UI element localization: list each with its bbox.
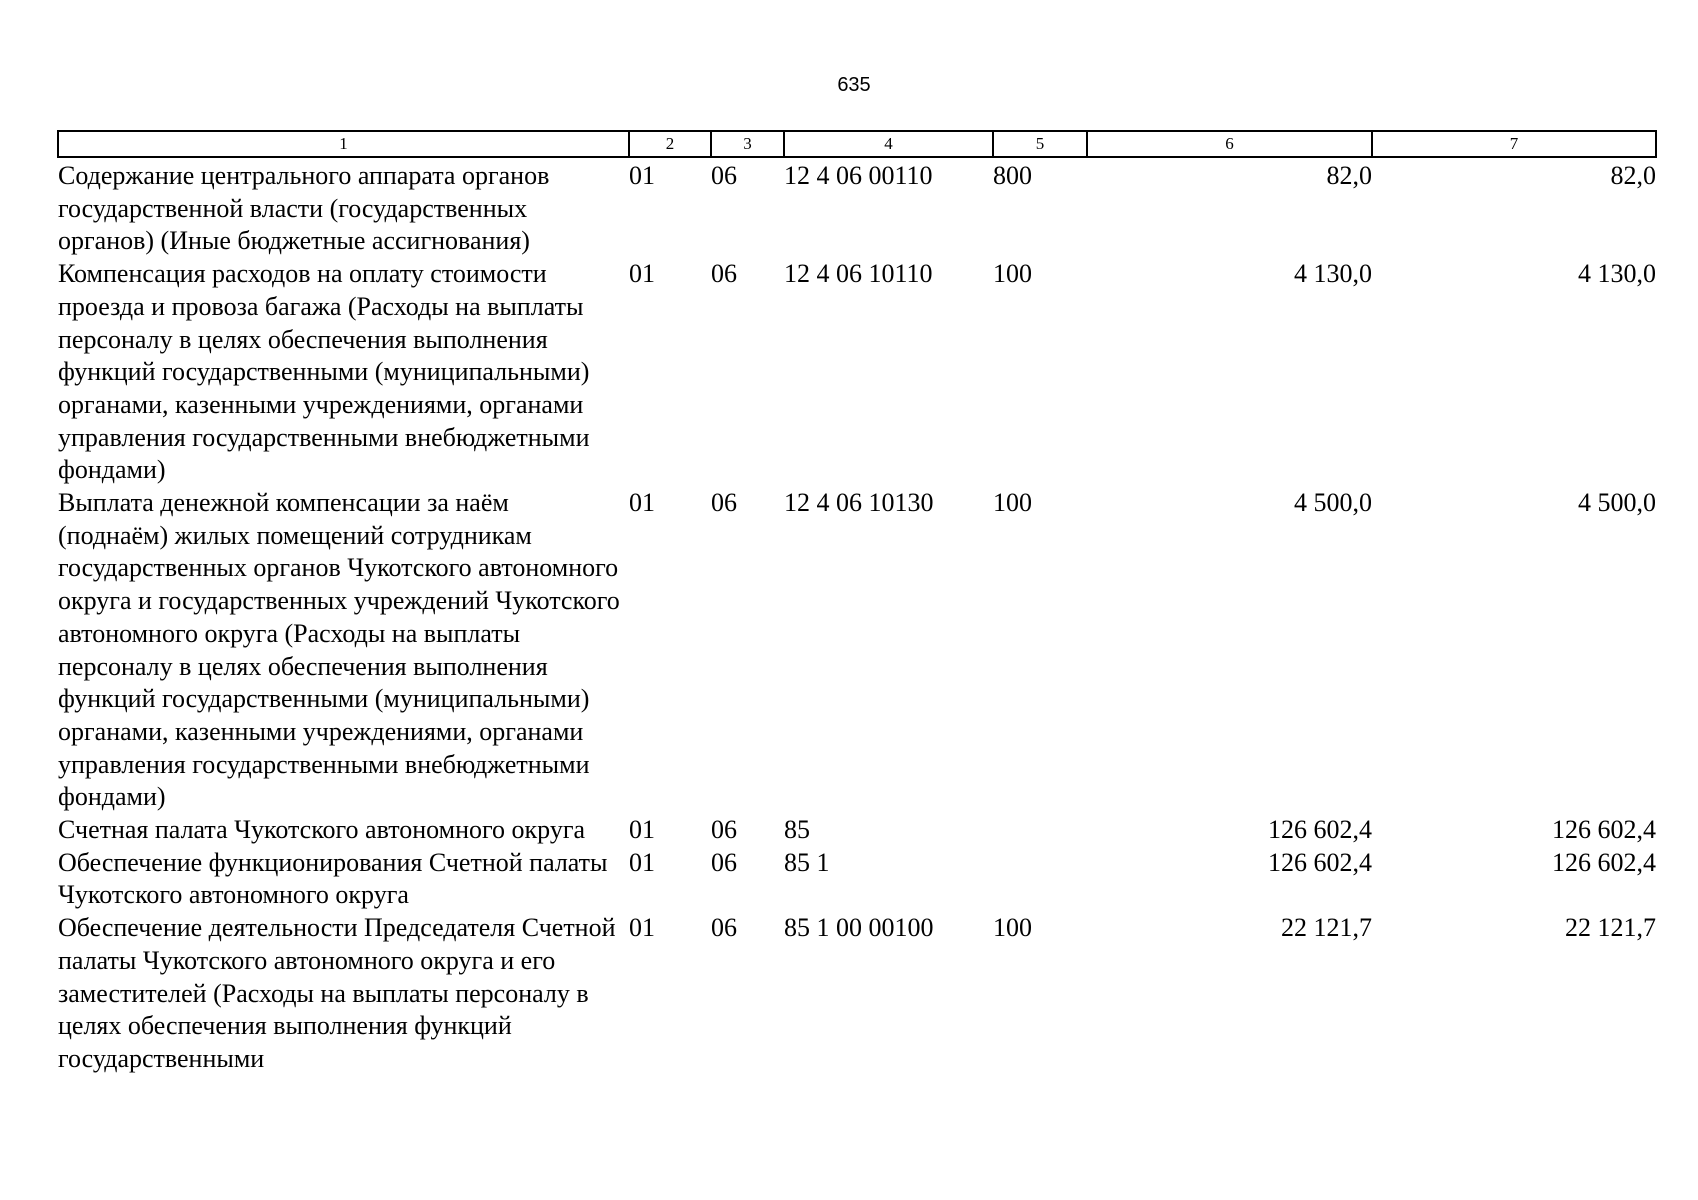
row-sum-col7: 126 602,4: [1552, 847, 1656, 877]
column-number-header: 1: [58, 131, 629, 157]
row-section-code: 01: [629, 913, 655, 943]
table-row: [58, 157, 1656, 258]
row-sum-col6: 22 121,7: [1281, 913, 1372, 943]
row-expense-type-code: [993, 847, 1087, 912]
row-sum-col6: 126 602,4: [1268, 847, 1372, 877]
table-row: [58, 487, 1656, 814]
table-row: [58, 912, 1656, 1076]
column-number-header: 2: [629, 131, 711, 157]
column-number-header: 7: [1372, 131, 1656, 157]
row-section-code: 01: [629, 161, 655, 190]
row-section-code: 01: [629, 259, 655, 289]
row-sum-col6: 82,0: [1326, 161, 1372, 190]
column-number-header: 3: [711, 131, 784, 157]
row-target-article-code: 85: [784, 815, 810, 845]
row-name: Компенсация расходов на оплату стоимости проезда и провоза багажа (Расходы на выплаты персоналу в целях обеспечения выполнения функций государственными (муниципальными) органами, казенными учреждениями, органами управления государственными внебюджетными фондами): [58, 259, 590, 485]
row-sum-col7: 22 121,7: [1565, 913, 1656, 943]
row-subsection-code: 06: [711, 913, 737, 943]
table-row: [58, 258, 1656, 487]
row-target-article-code: 85 1: [784, 847, 830, 877]
column-number-header: 5: [993, 131, 1087, 157]
row-sum-col7: 4 500,0: [1578, 488, 1656, 518]
row-section-code: 01: [629, 815, 655, 845]
row-expense-type-code: 100: [993, 488, 1032, 518]
row-target-article-code: 85 1 00 00100: [784, 913, 934, 943]
column-number-header: 6: [1087, 131, 1372, 157]
table-row: [58, 814, 1656, 847]
row-subsection-code: 06: [711, 259, 737, 289]
row-sum-col6: 4 500,0: [1294, 488, 1372, 518]
row-expense-type-code: 100: [993, 913, 1032, 943]
row-name: Счетная палата Чукотского автономного округа: [58, 815, 586, 845]
row-sum-col6: 126 602,4: [1268, 815, 1372, 845]
row-subsection-code: 06: [711, 847, 737, 877]
row-subsection-code: 06: [711, 161, 737, 190]
row-target-article-code: 12 4 06 10110: [784, 259, 933, 289]
row-name: Выплата денежной компенсации за наём (поднаём) жилых помещений сотрудникам государственных органов Чукотского автономного округа и государственных учреждений Чукотского автономного округа (Расходы на выплаты персоналу в целях обеспечения выполнения функций государственными (муниципальными) органами, казенными учреждениями, органами управления государственными внебюджетными фондами): [58, 488, 620, 812]
row-name: Обеспечение функционирования Счетной палаты Чукотского автономного округа: [58, 847, 608, 910]
row-expense-type-code: [993, 814, 1087, 847]
row-subsection-code: 06: [711, 815, 737, 845]
row-section-code: 01: [629, 488, 655, 518]
table-row: [58, 847, 1656, 912]
budget-table: [57, 130, 1657, 1076]
row-section-code: 01: [629, 847, 655, 877]
row-expense-type-code: 800: [993, 161, 1032, 190]
row-sum-col6: 4 130,0: [1294, 259, 1372, 289]
row-subsection-code: 06: [711, 488, 737, 518]
row-sum-col7: 4 130,0: [1578, 259, 1656, 289]
row-name: Обеспечение деятельности Председателя Счетной палаты Чукотского автономного округа и его заместителей (Расходы на выплаты персоналу в целях обеспечения выполнения функций государственными: [58, 913, 616, 1073]
column-number-header: 4: [784, 131, 993, 157]
row-sum-col7: 126 602,4: [1552, 815, 1656, 845]
row-target-article-code: 12 4 06 00110: [784, 161, 933, 190]
row-expense-type-code: 100: [993, 259, 1032, 289]
page-number: 635: [837, 74, 871, 96]
column-number-row: [58, 131, 1656, 157]
row-name: Содержание центрального аппарата органов государственной власти (государственных органов) (Иные бюджетные ассигнования): [58, 161, 550, 256]
row-sum-col7: 82,0: [1610, 161, 1656, 190]
row-target-article-code: 12 4 06 10130: [784, 488, 934, 518]
